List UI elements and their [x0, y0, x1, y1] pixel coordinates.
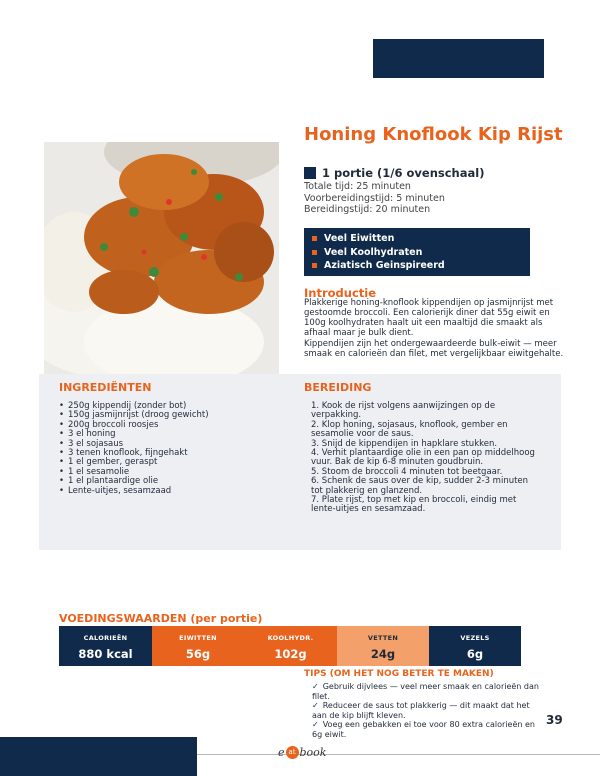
tag-item	[304, 232, 530, 246]
intro-paragraph: Kippendijen zijn het ondergewaardeerde bulk-eiwit — meer smaak en calorieën dan filet, met vergelijkbaar eiwitgehalte.	[304, 339, 564, 359]
nutrition-label: KOOLHYDR.	[267, 634, 314, 642]
prep-time: Voorbereidingstijd: 5 minuten	[304, 192, 445, 204]
tag-label: Aziatisch Geinspireerd	[324, 260, 445, 271]
ingredient-item: • 3 el honing	[59, 430, 209, 439]
nutrition-box-calories	[59, 626, 152, 666]
tag-item	[304, 246, 530, 260]
ingredient-item: • 1 el plantaardige olie	[59, 477, 209, 486]
tip-item: ✓ Gebruik dijvlees — veel meer smaak en calorieën dan filet.	[312, 682, 544, 701]
recipe-title: Honing Knoflook Kip Rijst	[304, 124, 563, 145]
bullet-square	[312, 236, 317, 241]
tips-list	[312, 682, 544, 740]
nutrition-value: 880 kcal	[78, 647, 133, 661]
logo-text: book	[299, 746, 327, 759]
recipe-photo	[44, 142, 279, 374]
tag-box	[304, 228, 530, 276]
ingredient-item: • 3 tenen knoflook, fijngehakt	[59, 449, 209, 458]
nutrition-box-fiber	[429, 626, 521, 666]
bullet-square	[312, 250, 317, 255]
tag-label: Veel Koolhydraten	[324, 246, 423, 258]
nutrition-label: CALORIEËN	[83, 634, 128, 642]
ingredient-item: • 200g broccoli roosjes	[59, 421, 209, 430]
bullet-square	[312, 263, 317, 268]
preparation-steps	[311, 402, 539, 515]
nutrition-heading: VOEDINGSWAARDEN (per portie)	[59, 612, 263, 625]
tag-item	[304, 259, 530, 273]
intro-paragraph: Plakkerige honing-knoflook kippendijen op jasmijnrijst met gestoomde broccoli. Een calorierijk diner dat 55g eiwit en 100g koolhydraten haalt uit een maaltijd die smaakt als afhaal maar je bulk dient.	[304, 298, 554, 338]
nutrition-box-fat	[337, 626, 429, 666]
portion-text: 1 portie (1/6 ovenschaal)	[322, 166, 485, 180]
preparation-step: 5. Stoom de broccoli 4 minuten tot beetgaar.	[311, 466, 503, 477]
logo-text: e	[278, 746, 285, 759]
nutrition-label: VEZELS	[460, 634, 490, 642]
footer-divider	[197, 754, 600, 755]
preparation-step: 3. Snijd de kippendijen in hapklare stukken.	[311, 438, 498, 449]
cook-time: Bereidingstijd: 20 minuten	[304, 204, 431, 215]
nutrition-label: VETTEN	[367, 634, 399, 642]
ingredients-list	[59, 402, 209, 496]
time-info	[304, 181, 445, 216]
preparation-step: 2. Klop honing, sojasaus, knoflook, gember en sesamolie voor de saus.	[311, 419, 508, 440]
tag-label: Veel Eiwitten	[324, 233, 395, 244]
ingredient-item: • 1 el sesamolie	[59, 468, 209, 477]
nutrition-value: 6g	[466, 647, 484, 661]
logo-at-badge: at	[286, 746, 299, 759]
preparation-step: 1. Kook de rijst volgens aanwijzingen op de verpakking.	[311, 401, 496, 421]
footer-decor-bar	[0, 737, 197, 776]
ingredient-item: • 250g kippendij (zonder bot)	[59, 402, 209, 411]
total-time: Totale tijd: 25 minuten	[304, 181, 411, 192]
nutrition-value: 56g	[185, 647, 211, 661]
preparation-step: 6. Schenk de saus over de kip, sudder 2-3 minuten tot plakkerig en glanzend.	[311, 476, 529, 496]
preparation-heading: BEREIDING	[304, 381, 372, 394]
preparation-step: 4. Verhit plantaardige olie in een pan op middelhoog vuur. Bak de kip 6-8 minuten goudbruin.	[311, 448, 535, 468]
nutrition-box-protein	[152, 626, 244, 666]
intro-heading: Introductie	[304, 286, 377, 300]
eatbook-logo	[278, 746, 326, 759]
ingredient-item: • Lente-uitjes, sesamzaad	[59, 487, 209, 496]
nutrition-label: EIWITTEN	[179, 634, 217, 642]
nutrition-value: 102g	[274, 647, 307, 661]
ingredient-item: • 3 el sojasaus	[59, 440, 209, 449]
portion-info	[304, 166, 484, 180]
nutrition-value: 24g	[370, 647, 396, 661]
nutrition-box-carbs	[244, 626, 337, 666]
tip-item: ✓ Voeg een gebakken ei toe voor 80 extra calorieën en 6g eiwit.	[312, 720, 544, 739]
ingredient-item: • 150g jasmijnrijst (droog gewicht)	[59, 411, 209, 420]
header-decor-bar	[373, 39, 544, 78]
preparation-step: 7. Plate rijst, top met kip en broccoli, eindig met lente-uitjes en sesamzaad.	[311, 495, 517, 515]
tips-heading: TIPS (OM HET NOG BETER TE MAKEN)	[304, 669, 494, 679]
portion-marker	[304, 167, 316, 179]
ingredient-item: • 1 el gember, geraspt	[59, 458, 209, 467]
tip-item: ✓ Reduceer de saus tot plakkerig — dit maakt dat het aan de kip blijft kleven.	[312, 701, 544, 720]
page-number: 39	[546, 713, 563, 727]
ingredients-heading: INGREDIËNTEN	[59, 381, 152, 394]
